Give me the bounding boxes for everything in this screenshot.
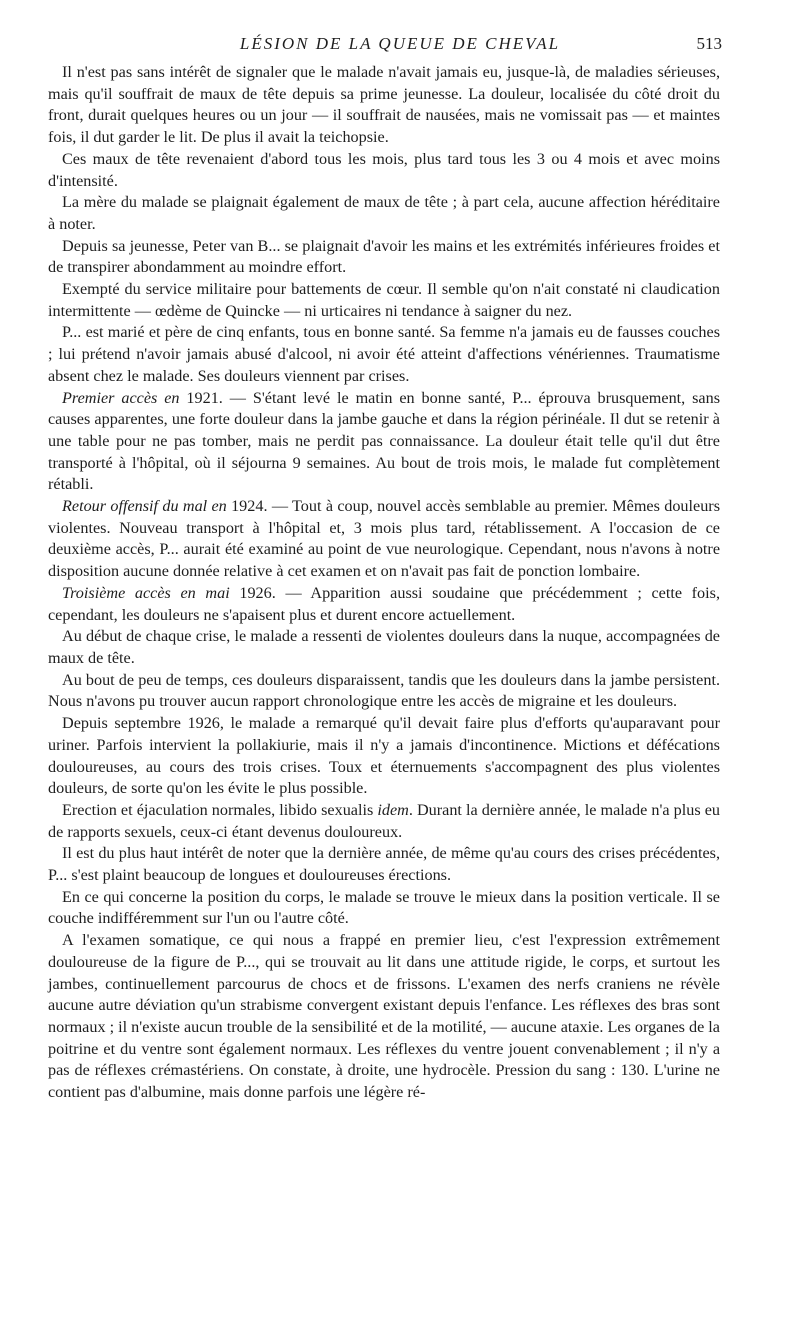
paragraph: Erection et éjaculation normales, libido sexualis idem. Durant la dernière année, le malade n'a plus eu de rapports sexuels, ceux-ci étant devenus douloureux. — [48, 800, 720, 841]
paragraph: P... est marié et père de cinq enfants, tous en bonne santé. Sa femme n'a jamais eu de fausses couches ; lui prétend n'avoir jamais abusé d'alcool, ni avoir été atteint d'affections vénériennes. Traumatisme absent chez le malade. Ses douleurs viennent par crises. — [48, 323, 720, 385]
paragraph: En ce qui concerne la position du corps, le malade se trouve le mieux dans la position verticale. Il se couche indifféremment sur l'un ou l'autre côté. — [48, 887, 720, 928]
italic-term: idem — [377, 800, 409, 819]
paragraph: Au bout de peu de temps, ces douleurs disparaissent, tandis que les douleurs dans la jambe persistent. Nous n'avons pu trouver aucun rapport chronologique entre les accès de migraine et les douleurs. — [48, 670, 720, 711]
paragraph: Premier accès en 1921. — S'étant levé le matin en bonne santé, P... éprouva brusquement, sans causes apparentes, une forte douleur dans la jambe gauche et dans la région périnéale. Il dut se retenir à une table pour ne pas tomber, mais ne perdit pas connaissance. La douleur était telle qu'il dut être transporté à l'hôpital, où il séjourna 9 semaines. Au bout de trois mois, le malade fut complètement rétabli. — [48, 388, 720, 494]
page-header — [50, 34, 750, 58]
paragraph: Retour offensif du mal en 1924. — Tout à coup, nouvel accès semblable au premier. Mêmes douleurs violentes. Nouveau transport à l'hôpital et, 3 mois plus tard, rétablissement. A l'occasion de ce deuxième accès, P... aurait été examiné au point de vue neurologique. Cependant, nous n'avons à notre disposition aucune donnée relative à cet examen et on n'avait pas fait de ponction lombaire. — [48, 497, 720, 581]
paragraph: Exempté du service militaire pour battements de cœur. Il semble qu'on n'ait constaté ni claudication intermittente — œdème de Quincke — ni urticaires ni tendance à saigner du nez. — [48, 280, 720, 320]
paragraph: Il n'est pas sans intérêt de signaler que le malade n'avait jamais eu, jusque-là, de maladies sérieuses, mais qu'il souffrait de maux de tête depuis sa prime jeunesse. La douleur, localisée du côté droit du front, durait quelques heures ou un jour — il souffrait de nausées, mais ne vomissait pas — et maintes fois, il dut garder le lit. De plus il avait la teichopsie. — [48, 63, 720, 147]
paragraph: Troisième accès en mai 1926. — Apparition aussi soudaine que précédemment ; cette fois, cependant, les douleurs ne s'apaisent plus et durent encore actuellement. — [48, 583, 720, 624]
paragraph: Ces maux de tête revenaient d'abord tous les mois, plus tard tous les 3 ou 4 mois et avec moins d'intensité. — [48, 149, 720, 190]
paragraph: Depuis sa jeunesse, Peter van B... se plaignait d'avoir les mains et les extrémités inférieures froides et de transpirer abondamment au moindre effort. — [48, 236, 720, 277]
paragraph: Au début de chaque crise, le malade a ressenti de violentes douleurs dans la nuque, accompagnées de maux de tête. — [48, 627, 720, 667]
running-title: LÉSION DE LA QUEUE DE CHEVAL — [239, 34, 561, 53]
paragraph: La mère du malade se plaignait également de maux de tête ; à part cela, aucune affection héréditaire à noter. — [48, 193, 720, 233]
page-number: 513 — [696, 34, 722, 53]
paragraph: Il est du plus haut intérêt de noter que la dernière année, de même qu'au cours des crises précédentes, P... s'est plaint beaucoup de longues et douloureuses érections. — [48, 844, 720, 885]
paragraph: A l'examen somatique, ce qui nous a frappé en premier lieu, c'est l'expression extrêmement douloureuse de la figure de P..., qui se trouvait au lit dans une attitude rigide, le corps, et surtout les jambes, continuellement parcourus de chocs et de frissons. L'examen des nerfs craniens ne révèle aucune autre déviation qu'un strabisme convergent existant depuis l'enfance. Les réflexes des bras sont normaux ; il n'existe aucun trouble de la sensibilité et de la motilité, — aucune ataxie. Les organes de la poitrine et du ventre sont également normaux. Les réflexes du ventre jouent convenablement ; il n'y a pas de réflexes crémastériens. On constate, à droite, une hydrocèle. Pression du sang : 130. L'urine ne contient pas d'albumine, mais donne parfois une légère ré- — [48, 931, 720, 1102]
paragraph: Depuis septembre 1926, le malade a remarqué qu'il devait faire plus d'efforts qu'auparavant pour uriner. Parfois intervient la pollakiurie, mais il n'y a jamais d'incontinence. Mictions et défécations douloureuses, au cours des trois crises. Toux et éternuements s'accompagnent des plus violentes douleurs, de sorte qu'on les évite le plus possible. — [48, 714, 720, 798]
body-text — [48, 62, 720, 1104]
section-lead: Troisième accès en mai — [62, 583, 230, 602]
section-lead: Retour offensif du mal en — [62, 497, 227, 516]
section-lead: Premier accès en — [62, 388, 180, 407]
